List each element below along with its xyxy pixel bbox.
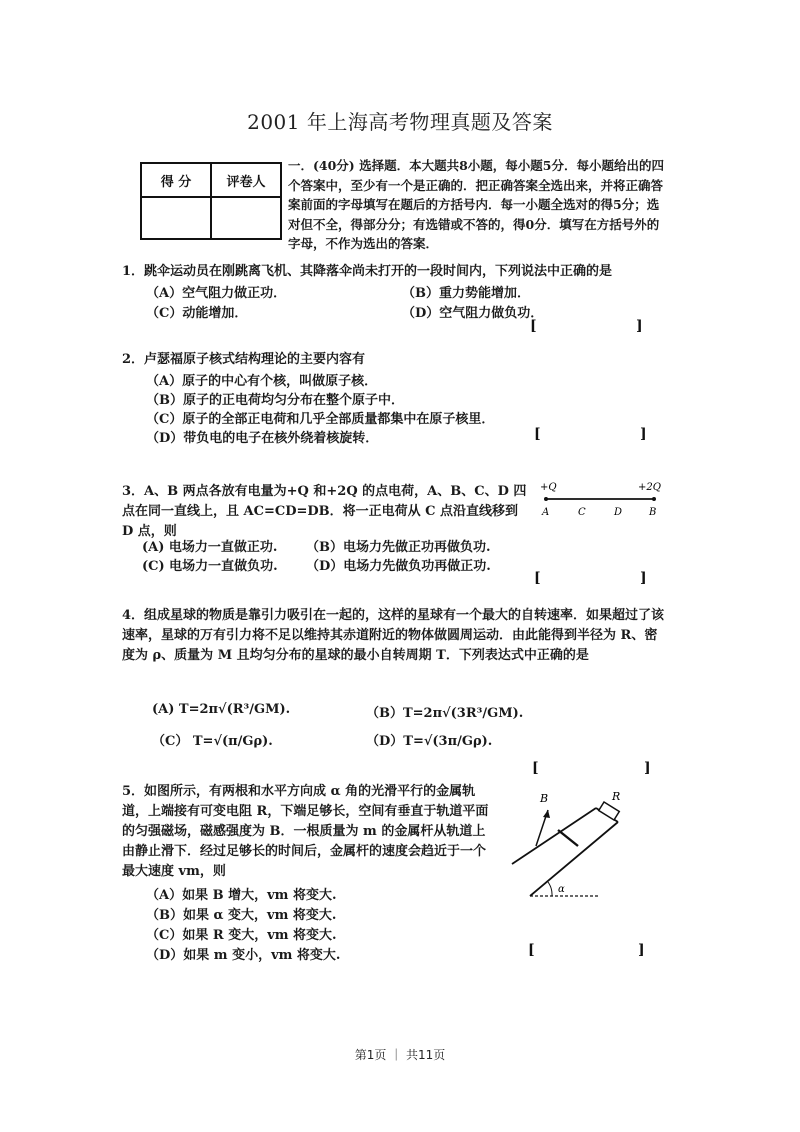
question-1-answer-close: ] xyxy=(636,318,643,334)
resistor-label: R xyxy=(612,790,621,803)
score-table xyxy=(140,162,282,240)
score-cell[interactable] xyxy=(141,197,211,239)
question-4-option-c: （C） T=√(π/Gρ). xyxy=(152,734,273,749)
question-5-option-a: （A）如果 B 增大，vm 将变大. xyxy=(146,888,337,903)
point-d-label: D xyxy=(614,507,623,518)
score-header: 得 分 xyxy=(141,163,211,197)
section-instructions: 一．(40分) 选择题．本大题共8小题，每小题5分．每小题给出的四个答案中，至少有一个是正确的．把正确答案全选出来，并将正确答案前面的字母填写在题后的方括号内．每一小题全选对的得5分；选对但不全，得部分分；有选错或不答的，得0分．填写在方括号外的字母，不作为选出的答案． xyxy=(288,158,664,251)
question-1-option-a: （A）空气阻力做正功． xyxy=(146,286,287,301)
question-4-option-d: （D）T=√(3π/Gρ). xyxy=(366,734,493,749)
charge-2q-label: +2Q xyxy=(638,482,661,493)
question-1-option-b: （B）重力势能增加． xyxy=(402,286,530,301)
page-footer: 第1页 ｜ 共11页 xyxy=(354,1048,446,1062)
question-4-option-b: （B）T=2π√(3R³/GM). xyxy=(366,706,524,721)
question-4-option-a: (A) T=2π√(R³/GM). xyxy=(152,702,291,717)
question-5-stem: 5．如图所示，有两根和水平方向成 α 角的光滑平行的金属轨道，上端接有可变电阻 R，下端足够长，空间有垂直于轨道平面的匀强磁场，磁感强度为 B．一根质量为 m 的金属杆从轨道上由静止滑下．经过足够长的时间后，金属杆的速度会趋近于一个最大速度 vm，则 xyxy=(122,784,489,879)
question-3-option-a: (A) 电场力一直做正功. xyxy=(142,540,278,555)
question-4-answer-close: ] xyxy=(644,760,651,776)
question-2-option-a: （A）原子的中心有个核，叫做原子核． xyxy=(146,374,378,389)
metal-rod xyxy=(558,830,578,846)
point-b-dot xyxy=(652,497,656,501)
question-3-option-d: （D）电场力先做负功再做正功. xyxy=(306,559,491,574)
question-4-stem: 4．组成星球的物质是靠引力吸引在一起的，这样的星球有一个最大的自转速率．如果超过了该速率，星球的万有引力将不足以维持其赤道附近的物体做圆周运动．由此能得到半径为 R、密度为 ρ、质量为 M 且均匀分布的星球的最小自转周期 T．下列表达式中正确的是 xyxy=(122,608,665,663)
field-label: B xyxy=(540,792,549,805)
question-3-figure xyxy=(536,478,666,520)
point-c-label: C xyxy=(578,507,586,518)
angle-arc xyxy=(548,882,552,896)
question-5-option-b: （B）如果 α 变大，vm 将变大. xyxy=(146,908,337,923)
question-3-answer-close: ] xyxy=(640,570,647,586)
question-1-option-c: （C）动能增加． xyxy=(146,306,248,321)
question-3-stem: 3．A、B 两点各放有电量为+Q 和+2Q 的点电荷，A、B、C、D 四点在同一直线上，且 AC=CD=DB．将一正电荷从 C 点沿直线移到 D 点，则 xyxy=(122,484,527,539)
angle-label: α xyxy=(558,884,565,895)
question-1-option-d: （D）空气阻力做负功． xyxy=(402,306,544,321)
question-5-answer-open[interactable]: [ xyxy=(528,942,535,958)
point-a-dot xyxy=(544,497,548,501)
question-5-option-c: （C）如果 R 变大，vm 将变大. xyxy=(146,928,337,943)
point-a-label: A xyxy=(542,507,550,518)
question-2-stem: 2．卢瑟福原子核式结构理论的主要内容有 xyxy=(122,352,366,367)
question-5-figure xyxy=(500,786,650,916)
question-1-stem: 1．跳伞运动员在刚跳离飞机、其降落伞尚未打开的一段时间内，下列说法中正确的是 xyxy=(122,264,613,279)
question-2-option-b: （B）原子的正电荷均匀分布在整个原子中． xyxy=(146,393,404,408)
page-title: 2001 年上海高考物理真题及答案 xyxy=(247,110,553,134)
question-2-option-c: （C）原子的全部正电荷和几乎全部质量都集中在原子核里． xyxy=(146,412,495,427)
question-3-answer-open[interactable]: [ xyxy=(534,570,541,586)
charge-q-label: +Q xyxy=(540,482,557,493)
question-3-option-b: （B）电场力先做正功再做负功. xyxy=(306,540,491,555)
question-5-answer-close: ] xyxy=(638,942,645,958)
question-2-answer-open[interactable]: [ xyxy=(534,426,541,442)
point-b-label: B xyxy=(649,507,657,518)
grader-header: 评卷人 xyxy=(211,163,281,197)
resistor-r xyxy=(599,802,620,820)
question-5-option-d: （D）如果 m 变小，vm 将变大. xyxy=(146,948,341,963)
question-2-answer-close: ] xyxy=(640,426,647,442)
question-1-answer-open[interactable]: [ xyxy=(530,318,537,334)
question-3-option-c: (C) 电场力一直做负功. xyxy=(142,559,278,574)
field-arrow-head xyxy=(543,810,550,818)
rail-upper xyxy=(512,808,596,864)
question-4-answer-open[interactable]: [ xyxy=(532,760,539,776)
question-2-option-d: （D）带负电的电子在核外绕着核旋转． xyxy=(146,431,379,446)
grader-cell[interactable] xyxy=(211,197,281,239)
rail-lower xyxy=(530,822,618,896)
